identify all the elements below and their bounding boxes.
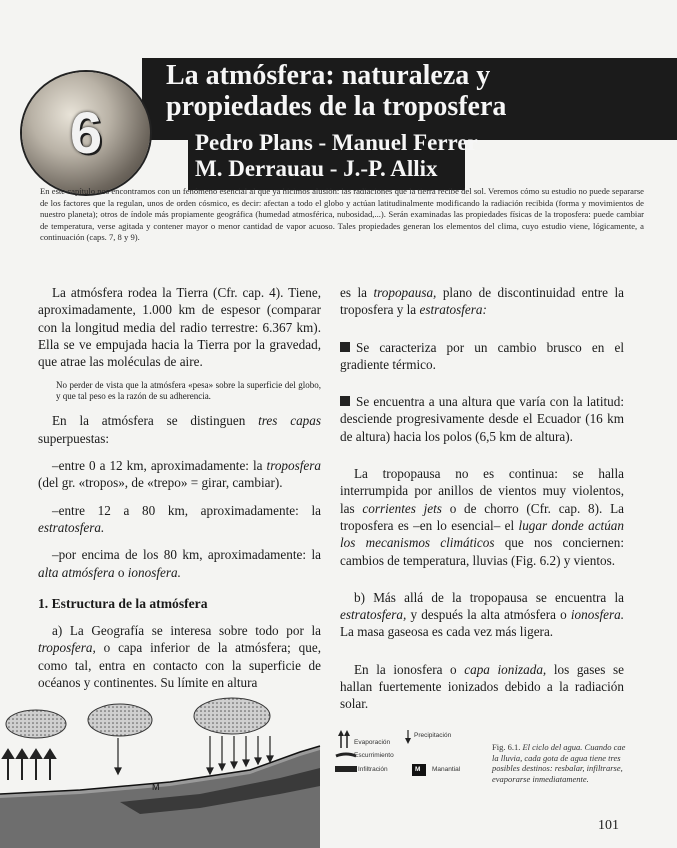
emphasis: estratosfera. [38,519,105,535]
water-cycle-figure [0,690,677,848]
text: a) La Geografía se interesa sobre todo por la [52,623,321,639]
bullet-item [340,393,624,445]
emphasis: ionosfera. [127,564,181,580]
cloud-icon [88,704,152,736]
page-number: 101 [598,818,619,833]
text: Se encuentra a una altura que varía con la latitud: desciende progresivamente desde el Ecuador (16 km de altura) hacia los polos (6,5 km de altura). [340,394,624,444]
paragraph [340,465,624,569]
text: (del gr. «tropos», de «trepo» = girar, cambiar). [38,475,283,491]
emphasis: estratosfera: [419,302,487,318]
emphasis: lugar donde actúan los mecanismos climáticos [340,517,624,551]
emphasis: tropopausa, [373,285,437,300]
caption-label: Fig. 6.1. [492,742,521,752]
emphasis: capa ionizada, [464,661,547,677]
figure-caption [492,742,632,784]
legend-infiltration: Infiltración [358,766,388,773]
emphasis: estratosfera, [340,607,407,623]
emphasis: troposfera [266,458,321,474]
terrain-cross-section [0,746,320,848]
paragraph [38,622,321,691]
text: y después la alta atmósfera o [406,607,571,623]
emphasis: alta atmósfera [38,564,115,580]
emphasis: tres capas [258,413,321,429]
text: superpuestas: [38,430,110,446]
legend-precipitation: Precipitación [414,732,452,739]
text: La masa gaseosa es cada vez más ligera. [340,624,554,640]
left-column [38,284,321,701]
list-item [38,502,321,537]
right-column [340,284,624,723]
terrain-label: M [152,782,160,792]
text: En la ionosfera o [354,661,465,677]
chapter-number: 6 [69,100,103,166]
legend-groundwater-symbol: M [415,766,421,773]
emphasis: ionosfera. [570,607,624,623]
chapter-title [166,60,506,122]
text: En la atmósfera se distinguen [52,413,259,429]
title-line-2: propiedades de la troposfera [166,91,507,122]
evaporation-arrows [3,750,55,780]
text: los gases se hallan fuertemente ionizados debido a la radiación solar. [340,661,624,712]
emphasis: corrientes jets [362,500,442,516]
chapter-globe-emblem [22,72,150,194]
paragraph [340,589,624,641]
text: La tropopausa no es continua: se halla interrumpida por anillos de vientos muy violentos, las [340,466,624,516]
text: plano de discontinuidad entre la troposfera y la [340,285,624,318]
cloud-icon [194,698,270,734]
text: –por encima de los 80 km, aproximadamente: la [52,547,321,563]
chapter-authors [195,130,478,182]
paragraph [38,412,321,447]
text: b) Más allá de la tropopausa se encuentra la [354,589,624,605]
square-bullet-icon [340,342,350,352]
cloud-icon [6,710,66,738]
legend-evaporation: Evaporación [354,739,391,746]
text: Se caracteriza por un cambio brusco en el gradiente térmico. [340,339,624,372]
legend-groundwater: Manantial [432,766,461,773]
paragraph [340,284,624,319]
authors-line-1: Pedro Plans - Manuel Ferrer [195,130,478,155]
text: –entre 0 a 12 km, aproximadamente: la [52,458,267,474]
text: o [114,564,128,580]
caption-text: El ciclo del agua. Cuando cae la lluvia, cada gota de agua tiene tres posibles destinos: resbalar, infiltrarse, evaporarse inmediatamente. [492,742,626,784]
side-note: No perder de vista que la atmósfera «pesa» sobre la superficie del globo, y que tal peso es la razón de su adherencia. [56,380,321,402]
text: que nos conciernen: cambios de temperatura, lluvias (Fig. 6.2) y vientos. [340,535,624,568]
list-item [38,546,321,581]
emphasis: troposfera, [38,640,96,656]
chapter-intro: En este capítulo nos encontramos con un fenómeno esencial al que ya hicimos alusión: las radiaciones que la tierra recibe del sol. Veremos cómo su estudio no puede separarse de los factores que la regulan, unos de orden cósmico, es decir: afectan a todo el globo y actúan latitudinalmente modificando la radiación recibida (forma y movimientos de nuestro planeta); otros de índole más propiamente geográfica (humedad atmosférica, nubosidad,...). Serán examinadas las propiedades físicas de la troposfera: puede cambiar de temperatura, verse agitada y contener mayor o menor cantidad de vapor acuoso. Tales propiedades generan los elementos del clima, cuyo estudio viene, lógicamente, a continuación (caps. 7, 8 y 9). [40,186,644,243]
legend-runoff: Escurrimiento [354,752,394,759]
text: o de chorro (Cfr. cap. 8). La troposfera es –en lo esencial– el [340,500,624,533]
text: es la [340,285,374,300]
authors-line-2: M. Derrauau - J.-P. Allix [195,156,438,181]
chapter-header [0,50,677,180]
paragraph: La atmósfera rodea la Tierra (Cfr. cap. 4). Tiene, aproximadamente, 1.000 km de espesor (comparar con la longitud media del radio terrestre: 6.367 km). Ella se ve empujada hacia la Tierra por la gravedad, que atrae las moléculas de aire. [38,285,321,370]
bullet-item [340,339,624,374]
title-line-1: La atmósfera: naturaleza y [166,60,491,91]
list-item [38,457,321,492]
square-bullet-icon [340,396,350,406]
text: o capa inferior de la atmósfera; que, como tal, entra en contacto con la superficie de océanos y continentes. Su límite en altura [38,640,321,691]
section-heading: 1. Estructura de la atmósfera [38,595,208,611]
text: –entre 12 a 80 km, aproximadamente: la [52,502,321,518]
precipitation-arrows [115,736,273,774]
